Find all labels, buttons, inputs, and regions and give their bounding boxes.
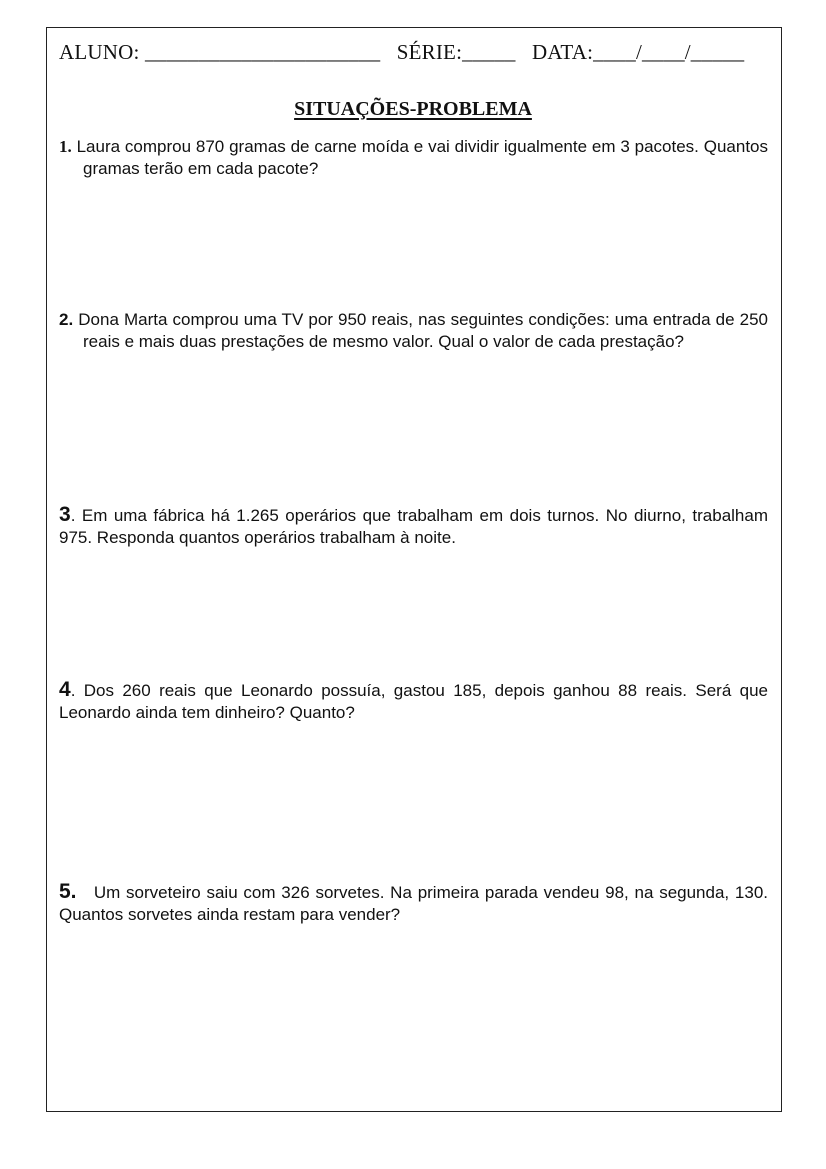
student-header [59,40,744,65]
question-number: 3 [59,503,71,526]
question-number: 5. [59,880,77,903]
question-1 [59,136,768,180]
question-text: . Dos 260 reais que Leonardo possuía, gastou 185, depois ganhou 88 reais. Será que Leonardo ainda tem dinheiro? Quanto? [59,681,768,722]
question-3 [59,504,768,549]
question-number: 4 [59,678,71,701]
serie-blank: _____ [462,40,516,64]
data-blank: ____/____/_____ [593,40,745,64]
page-border [46,27,782,1112]
question-text: Laura comprou 870 gramas de carne moída e vai dividir igualmente em 3 pacotes. Quantos gramas terão em cada pacote? [76,137,768,178]
page-title: SITUAÇÕES-PROBLEMA [294,98,532,120]
question-text: Dona Marta comprou uma TV por 950 reais, nas seguintes condições: uma entrada de 250 reais e mais duas prestações de mesmo valor. Qual o valor de cada prestação? [78,310,768,351]
question-text: . Em uma fábrica há 1.265 operários que trabalham em dois turnos. No diurno, trabalham 975. Responda quantos operários trabalham à noite. [59,506,768,547]
aluno-label: ALUNO: [59,40,140,64]
question-number: 1. [59,137,72,156]
question-5 [59,881,768,926]
data-label: DATA: [531,40,594,64]
question-2 [59,309,768,353]
question-number: 2. [59,310,74,329]
serie-label: SÉRIE: [396,40,463,64]
question-4 [59,679,768,724]
aluno-blank: ______________________ [144,40,381,64]
question-text: Um sorveteiro saiu com 326 sorvetes. Na primeira parada vendeu 98, na segunda, 130. Quantos sorvetes ainda restam para vender? [59,883,769,924]
